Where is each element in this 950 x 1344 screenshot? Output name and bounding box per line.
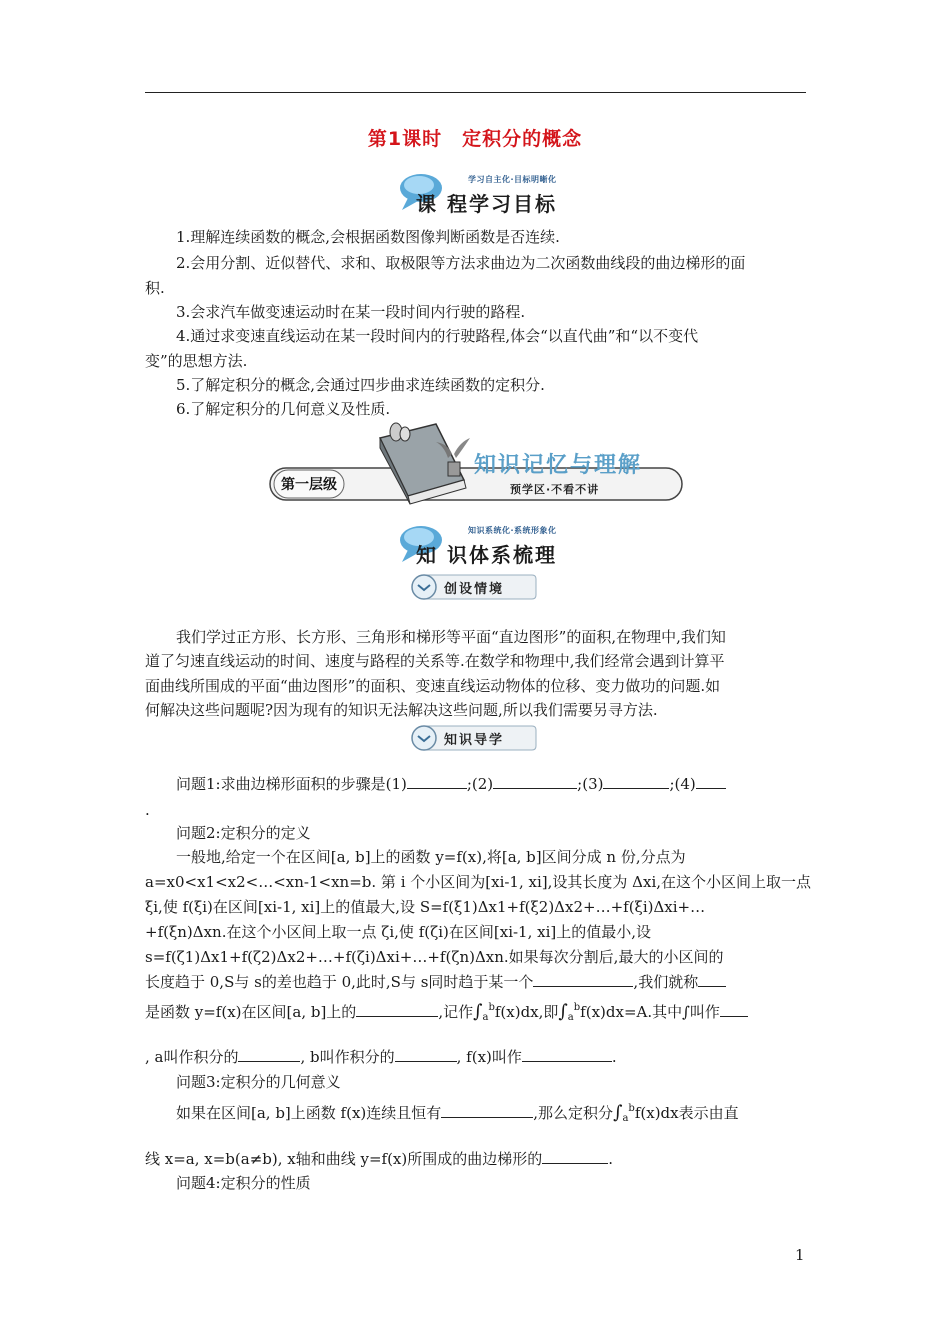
banner-heading: 知识记忆与理解 [474, 453, 643, 478]
definition-line: , a叫作积分的 , b叫作积分的 , f(x)叫作 . [145, 1048, 617, 1066]
answer-blank[interactable] [407, 774, 467, 789]
scenario-line: 面曲线所围成的平面“曲边图形”的面积、变速直线运动物体的位移、变力做功的问题.如 [145, 677, 721, 695]
goal-line: 6.了解定积分的几何意义及性质. [176, 400, 391, 418]
scenario-line: 何解决这些问题呢?因为现有的知识无法解决这些问题,所以我们需要另寻方法. [145, 701, 658, 719]
answer-blank[interactable] [542, 1149, 608, 1164]
answer-blank[interactable] [603, 774, 669, 789]
definition-line: s=f(ζ1)Δx1+f(ζ2)Δx2+…+f(ζi)Δxi+…+f(ζn)Δxn.如果每次分割后,最大的小区间的 [145, 948, 724, 966]
system-section-tag: 知识系统化·系统形象化 [468, 526, 557, 535]
definition-line: 一般地,给定一个在区间[a, b]上的函数 y=f(x),将[a, b]区间分成 n 份,分点为 [176, 848, 686, 866]
page-number: 1 [795, 1246, 805, 1264]
system-section-heading: 知 识体系梳理 [416, 543, 557, 567]
banner-level-label: 第一层级 [281, 477, 337, 493]
integral-sign: ∫ [613, 1102, 623, 1123]
answer-blank[interactable] [533, 972, 633, 987]
goal-line: 1.理解连续函数的概念,会根据函数图像判断函数是否连续. [176, 228, 560, 246]
answer-blank[interactable] [493, 774, 577, 789]
scenario-line: 我们学过正方形、长方形、三角形和梯形等平面“直边图形”的面积,在物理中,我们知 [176, 628, 726, 646]
banner-subtitle: 预学区·不看不讲 [510, 483, 600, 496]
answer-blank[interactable] [522, 1047, 612, 1062]
question-4-title: 问题4:定积分的性质 [176, 1174, 311, 1192]
goals-section-heading: 课 程学习目标 [416, 192, 557, 216]
answer-blank[interactable] [696, 774, 726, 789]
question-1: 问题1:求曲边梯形面积的步骤是(1) ;(2) ;(3) ;(4) [176, 773, 811, 795]
integral-sign: ∫ [473, 1001, 483, 1022]
geometry-line: 线 x=a, x=b(a≠b), x轴和曲线 y=f(x)所围成的曲边梯形的 . [145, 1150, 614, 1168]
tab-scenario: 创设情境 [444, 582, 505, 597]
goal-line: 3.会求汽车做变速运动时在某一段时间内行驶的路程. [176, 303, 526, 321]
tab-guide: 知识导学 [444, 733, 505, 748]
definition-line: ξi,使 f(ξi)在区间[xi-1, xi]上的值最大,设 S=f(ξ1)Δx1+f(ξ2)Δx2+…+f(ξi)Δxi+… [145, 898, 706, 916]
page-title: 第1课时 定积分的概念 [367, 128, 583, 150]
answer-blank[interactable] [356, 1002, 438, 1017]
definition-line: 是函数 y=f(x)在区间[a, b]上的 ,记作$\int_a^bf(x)dx$,即$\int_a^bf(x)dx=A$.其中∫叫作 [145, 1001, 810, 1026]
answer-blank[interactable] [238, 1047, 300, 1062]
definition-line: +f(ξn)Δxn.在这个小区间上取一点 ζi,使 f(ζi)在区间[xi-1, xi]上的值最小,设 [145, 923, 652, 941]
answer-blank[interactable] [720, 1002, 748, 1017]
goal-line: 2.会用分割、近似替代、求和、取极限等方法求曲边为二次函数曲线段的曲边梯形的面 [176, 254, 746, 272]
goal-line: 5.了解定积分的概念,会通过四步曲求连续函数的定积分. [176, 376, 545, 394]
definition-line: a=x0<x1<x2<…<xn-1<xn=b. 第 i 个小区间为[xi-1, xi],设其长度为 Δxi,在这个小区间上取一点 [145, 873, 812, 891]
answer-blank[interactable] [395, 1047, 457, 1062]
butterfly-icon [390, 423, 410, 441]
answer-blank[interactable] [698, 972, 726, 987]
goal-line: 变”的思想方法. [145, 352, 248, 370]
answer-blank[interactable] [441, 1103, 533, 1118]
scenario-line: 道了匀速直线运动的时间、速度与路程的关系等.在数学和物理中,我们经常会遇到计算平 [145, 652, 725, 670]
question-1-end: . [145, 801, 150, 819]
definition-line: 长度趋于 0,S与 s的差也趋于 0,此时,S与 s同时趋于某一个 ,我们就称 [145, 971, 810, 993]
header-rule [145, 92, 806, 93]
geometry-line: 如果在区间[a, b]上函数 f(x)连续且恒有 ,那么定积分$\int_a^bf(x)dx$表示由直 [176, 1102, 739, 1124]
goal-line: 4.通过求变速直线运动在某一段时间内的行驶路程,体会“以直代曲”和“以不变代 [176, 327, 699, 345]
goal-line: 积. [145, 279, 165, 297]
question-2-title: 问题2:定积分的定义 [176, 824, 311, 842]
goals-section-tag: 学习自主化·目标明晰化 [468, 175, 557, 184]
integral-sign: ∫ [558, 1001, 568, 1022]
question-3-title: 问题3:定积分的几何意义 [176, 1073, 341, 1091]
